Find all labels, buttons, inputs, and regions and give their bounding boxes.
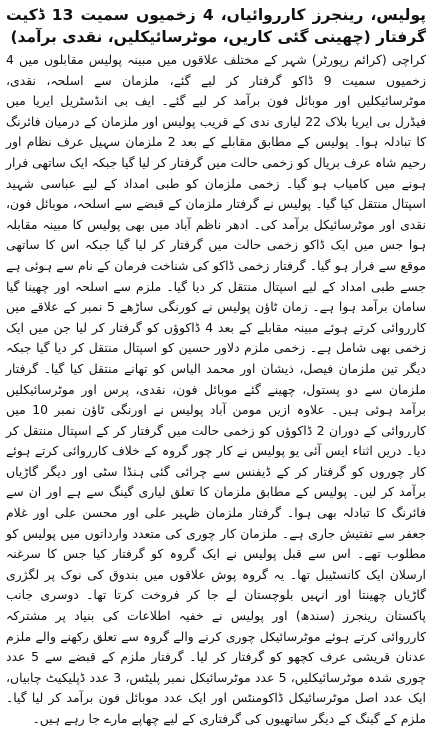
article-headline: پولیس، رینجرز کارروائیاں، 4 زخمیوں سمیت 13 ڈکیت گرفتار (چھینی گئی کاریں، موٹرسائیکلیں، نقدی برآمد) [6,6,426,46]
article-body: کراچی (کرائم رپورٹر) شہر کے مختلف علاقوں میں مبینہ پولیس مقابلوں میں 4 زخمیوں سمیت 9 ڈاکو گرفتار کر لیے گئے، ملزمان سے اسلحہ، نقدی، موٹرسائیکلیں اور موبائل فون برآمد کر لیے گئے۔ ایف بی انڈسٹریل ایریا میں فیڈرل بی ایریا بلاک 22 لیاری ندی کے قریب پولیس اور ملزمان کے درمیان فائرنگ کا تبادلہ ہوا۔ پولیس کے مطابق مقابلے کے بعد 2 ملزمان سہیل عرف نظام اور رحیم شاہ عرف بریال کو زخمی حالت میں گرفتار کر لیا گیا جبکہ ایک ساتھی فرار ہونے میں کامیاب ہو گیا۔ زخمی ملزمان کو طبی امداد کے لیے عباسی شہید اسپتال منتقل کیا گیا۔ پولیس نے گرفتار ملزمان کے قبضے سے اسلحہ، موبائل فون، نقدی اور موٹرسائیکل برآمد کی۔ ادھر ناظم آباد میں بھی پولیس کا مبینہ مقابلہ ہوا جس میں ایک ڈاکو زخمی حالت میں گرفتار کر لیا گیا جبکہ اس کا ساتھی موقع سے فرار ہو گیا۔ گرفتار زخمی ڈاکو کی شناخت فرمان کے نام سے ہوئی ہے جسے طبی امداد کے لیے اسپتال منتقل کر دیا گیا۔ ملزم سے اسلحہ اور چھینا گیا سامان برآمد ہوا ہے۔ زمان ٹاؤن پولیس نے کورنگی ساڑھے 5 نمبر کے علاقے میں کارروائی کرتے ہوئے مبینہ مقابلے کے بعد 4 ڈاکوؤں کو گرفتار کر لیا جن میں ایک زخمی بھی شامل ہے۔ زخمی ملزم دلاور حسین کو اسپتال منتقل کر دیا گیا جبکہ دیگر تین ملزمان فیصل، ذیشان اور محمد الیاس کو تھانے منتقل کیا گیا۔ گرفتار ملزمان سے دو پستول، چھینے گئے موبائل فون، نقدی، پرس اور موٹرسائیکلیں برآمد ہوئی ہیں۔ علاوہ ازیں مومن آباد پولیس نے اورنگی ٹاؤن نمبر 10 میں کارروائی کے دوران 2 ڈاکوؤں کو زخمی حالت میں گرفتار کر کے اسپتال منتقل کر دیا۔ دریں اثناء ایس آئی یو پولیس نے کار چور گروہ کے خلاف کارروائی کرتے ہوئے کار چوروں کو گرفتار کر کے ڈیفنس سے چرائی گئی ہنڈا سٹی اور دیگر گاڑیاں برآمد کر لیں۔ پولیس کے مطابق ملزمان کا تعلق لیاری گینگ سے ہے اور ان سے فائرنگ کا تبادلہ بھی ہوا۔ گرفتار ملزمان ظہیر علی اور محسن علی اور غلام جعفر سے تفتیش جاری ہے۔ ملزمان کار چوری کی متعدد وارداتوں میں پولیس کو مطلوب تھے۔ اس سے قبل پولیس نے ایک گروہ کو گرفتار کیا جس کا سرغنہ ارسلان ایک کانسٹیبل تھا۔ یہ گروہ پوش علاقوں میں بندوق کی نوک پر لگژری گاڑیاں چھینتا اور انہیں بلوچستان لے جا کر فروخت کرتا تھا۔ دوسری جانب پاکستان رینجرز (سندھ) اور پولیس نے خفیہ اطلاعات کی بنیاد پر مشترکہ کارروائی کرتے ہوئے موٹرسائیکل چوری کرنے والے گروہ سے تعلق رکھنے والے ملزم عدنان قریشی عرف کچھو کو گرفتار کر لیا۔ گرفتار ملزم کے قبضے سے 5 عدد چوری شدہ موٹرسائیکلیں، 5 عدد موٹرسائیکل نمبر پلیٹس، 3 عدد ڈپلیکیٹ چابیاں، ایک عدد اصل موٹرسائیکل ڈاکومنٹس اور ایک عدد موبائل فون برآمد کر لیا گیا۔ ملزم کے گینگ کے دیگر ساتھیوں کی گرفتاری کے لیے چھاپے مارے جا رہے ہیں۔ [6,52,427,726]
